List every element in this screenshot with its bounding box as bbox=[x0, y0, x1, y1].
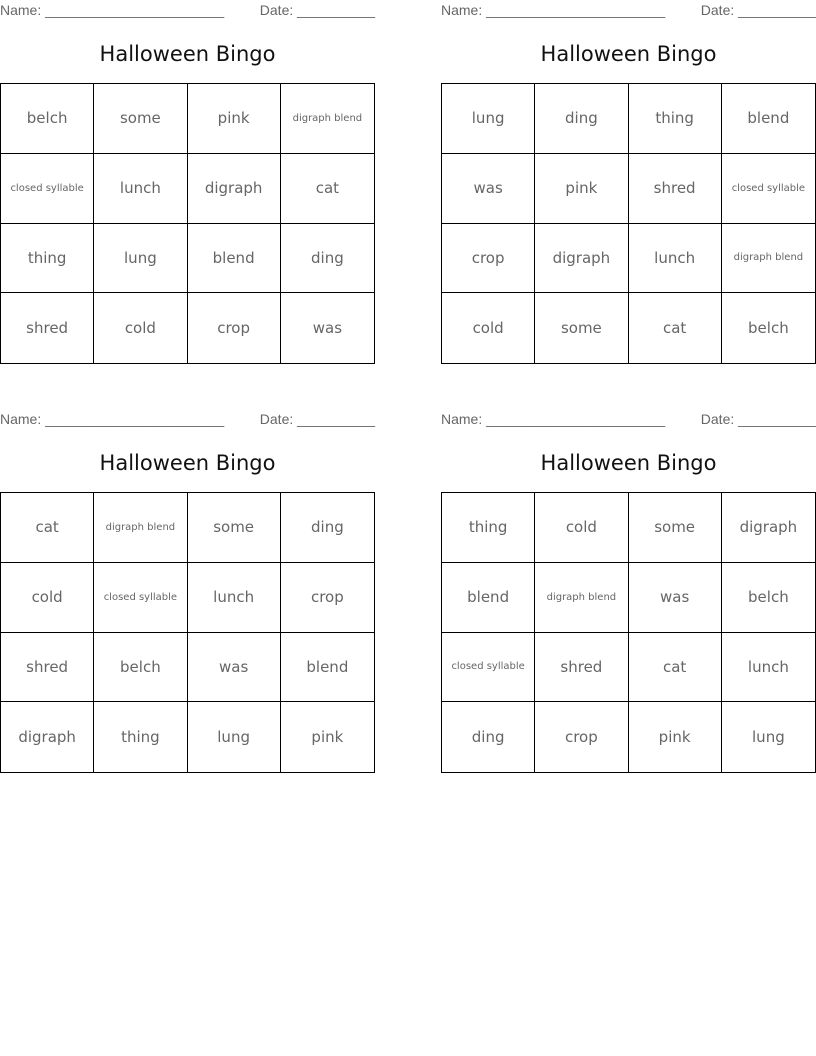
bingo-cell: thing bbox=[442, 493, 535, 563]
bingo-cell: digraph blend bbox=[722, 224, 815, 294]
bingo-cell: cold bbox=[442, 293, 535, 363]
bingo-cell: lunch bbox=[629, 224, 722, 294]
card-title: Halloween Bingo bbox=[99, 451, 276, 475]
bingo-cell: cat bbox=[1, 493, 94, 563]
bingo-cell: digraph blend bbox=[535, 563, 628, 633]
bingo-cell: pink bbox=[535, 154, 628, 224]
bingo-cell: lung bbox=[442, 84, 535, 154]
name-date-row bbox=[441, 411, 816, 429]
bingo-cell: lunch bbox=[188, 563, 281, 633]
bingo-cell: pink bbox=[188, 84, 281, 154]
bingo-cell: closed syllable bbox=[722, 154, 815, 224]
bingo-cell: pink bbox=[629, 702, 722, 772]
bingo-cell: some bbox=[94, 84, 187, 154]
bingo-cell: crop bbox=[281, 563, 374, 633]
bingo-cell: closed syllable bbox=[94, 563, 187, 633]
bingo-cell: blend bbox=[442, 563, 535, 633]
bingo-cell: shred bbox=[535, 633, 628, 703]
bingo-cell: lung bbox=[188, 702, 281, 772]
bingo-grid bbox=[441, 492, 816, 773]
bingo-cell: crop bbox=[188, 293, 281, 363]
name-field[interactable]: Name: _______________________ bbox=[0, 2, 225, 18]
bingo-cell: lung bbox=[752, 728, 785, 747]
bingo-cell: digraph bbox=[535, 224, 628, 294]
date-field[interactable]: Date: __________ bbox=[259, 411, 375, 427]
bingo-cell: was bbox=[442, 154, 535, 224]
name-date-row bbox=[0, 2, 375, 20]
bingo-grid bbox=[0, 83, 375, 364]
bingo-cell: lunch bbox=[94, 154, 187, 224]
card-title: Halloween Bingo bbox=[99, 42, 276, 66]
card-title: Halloween Bingo bbox=[540, 451, 717, 475]
bingo-cell: cold bbox=[535, 493, 628, 563]
bingo-cell: digraph bbox=[722, 493, 815, 563]
bingo-cell: cold bbox=[94, 293, 187, 363]
bingo-grid bbox=[0, 492, 375, 773]
bingo-cell: cold bbox=[1, 563, 94, 633]
bingo-cell: some bbox=[188, 493, 281, 563]
name-date-row bbox=[441, 2, 816, 20]
bingo-cell: was bbox=[312, 319, 343, 338]
bingo-cell: lung bbox=[94, 224, 187, 294]
bingo-cell: closed syllable bbox=[1, 154, 94, 224]
bingo-cell: thing bbox=[1, 224, 94, 294]
bingo-cell: ding bbox=[442, 702, 535, 772]
date-field[interactable]: Date: __________ bbox=[700, 411, 816, 427]
name-field[interactable]: Name: _______________________ bbox=[441, 2, 666, 18]
bingo-cell: blend bbox=[281, 633, 374, 703]
bingo-cell: shred bbox=[1, 633, 94, 703]
bingo-cell: digraph bbox=[1, 702, 94, 772]
bingo-cell: digraph blend bbox=[94, 493, 187, 563]
bingo-cell: digraph blend bbox=[281, 84, 374, 154]
date-field[interactable]: Date: __________ bbox=[700, 2, 816, 18]
bingo-cell: thing bbox=[629, 84, 722, 154]
bingo-cell: digraph bbox=[188, 154, 281, 224]
name-field[interactable]: Name: _______________________ bbox=[441, 411, 666, 427]
bingo-cell: thing bbox=[94, 702, 187, 772]
bingo-cell: shred bbox=[629, 154, 722, 224]
bingo-cell: ding bbox=[535, 84, 628, 154]
bingo-grid bbox=[441, 83, 816, 364]
bingo-cell: belch bbox=[748, 319, 789, 338]
bingo-cell: lunch bbox=[722, 633, 815, 703]
bingo-cell: crop bbox=[442, 224, 535, 294]
bingo-cell: belch bbox=[722, 563, 815, 633]
bingo-cell: shred bbox=[1, 293, 94, 363]
bingo-cell: was bbox=[629, 563, 722, 633]
bingo-cell: was bbox=[188, 633, 281, 703]
bingo-cell: belch bbox=[94, 633, 187, 703]
bingo-cell: belch bbox=[1, 84, 94, 154]
card-title: Halloween Bingo bbox=[540, 42, 717, 66]
bingo-cell: blend bbox=[188, 224, 281, 294]
name-date-row bbox=[0, 411, 375, 429]
bingo-cell: cat bbox=[629, 633, 722, 703]
bingo-cell: some bbox=[629, 493, 722, 563]
bingo-cell: blend bbox=[722, 84, 815, 154]
name-field[interactable]: Name: _______________________ bbox=[0, 411, 225, 427]
bingo-cell: crop bbox=[535, 702, 628, 772]
bingo-cell: ding bbox=[281, 224, 374, 294]
bingo-cell: some bbox=[535, 293, 628, 363]
bingo-cell: pink bbox=[311, 728, 344, 747]
bingo-cell: closed syllable bbox=[442, 633, 535, 703]
date-field[interactable]: Date: __________ bbox=[259, 2, 375, 18]
bingo-cell: cat bbox=[281, 154, 374, 224]
bingo-cell: ding bbox=[281, 493, 374, 563]
bingo-cell: cat bbox=[629, 293, 722, 363]
